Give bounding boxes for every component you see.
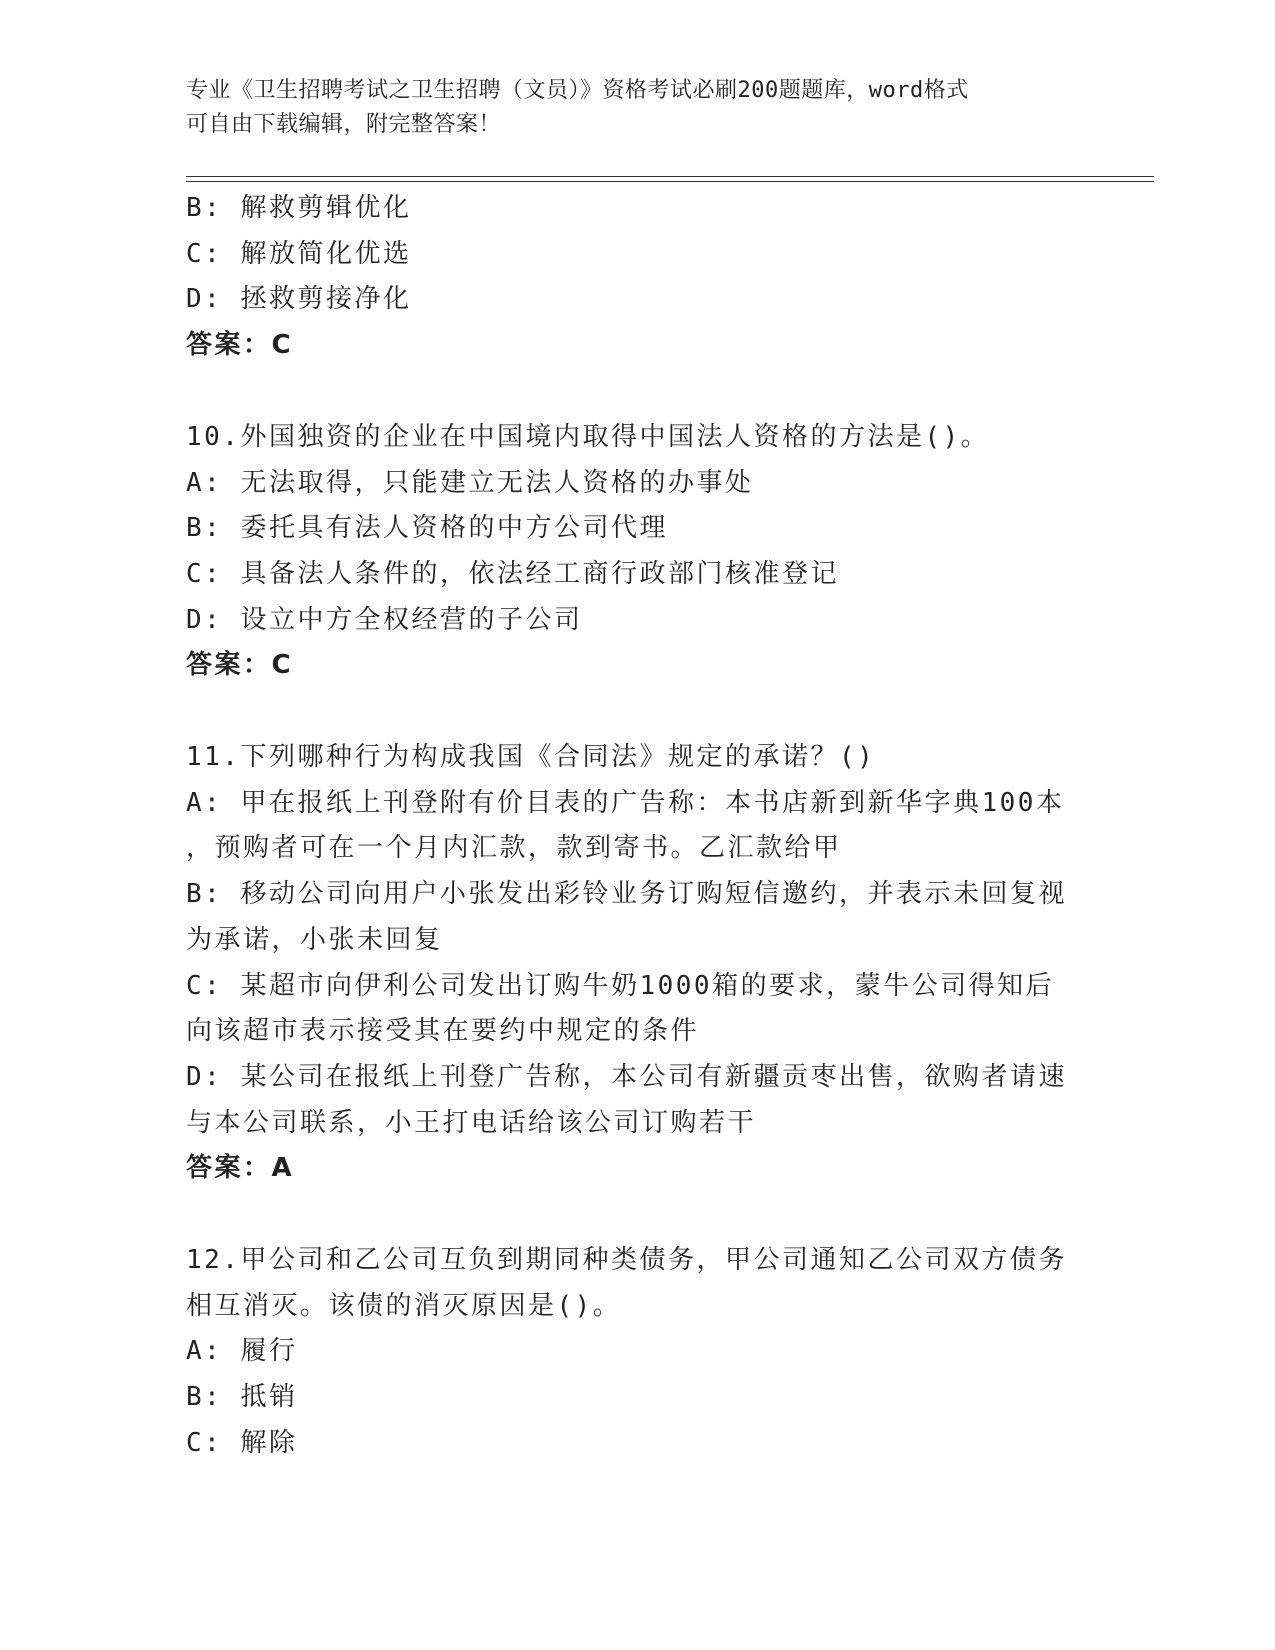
option-b: B: 委托具有法人资格的中方公司代理 <box>186 513 668 544</box>
question-12 <box>186 1238 1076 1467</box>
header-line-1: 专业《卫生招聘考试之卫生招聘（文员）》资格考试必刷200题题库，word格式 <box>186 78 969 103</box>
option-b: B: 解救剪辑优化 <box>186 193 412 223</box>
question-10 <box>186 415 1076 689</box>
document-body <box>186 186 1076 1467</box>
option-c: C: 具备法人条件的，依法经工商行政部门核准登记 <box>186 558 839 589</box>
option-a-line-2: ，预购者可在一个月内汇款，款到寄书。乙汇款给甲 <box>186 833 842 864</box>
answer: 答案：A <box>186 1153 295 1184</box>
option-b-line-1: B: 移动公司向用户小张发出彩铃业务订购短信邀约，并表示未回复视 <box>186 879 1067 910</box>
option-d: D: 拯救剪接净化 <box>186 284 412 315</box>
question-stem <box>186 1238 1076 1329</box>
option-b-line-2: 为承诺，小张未回复 <box>186 924 443 955</box>
option-d <box>186 1055 1076 1146</box>
option-c <box>186 964 1076 1055</box>
question-11 <box>186 735 1076 1192</box>
option-c-line-1: C: 某超市向伊利公司发出订购牛奶1000箱的要求，蒙牛公司得知后 <box>186 970 1055 1001</box>
answer: 答案：C <box>186 330 294 361</box>
option-b: B: 抵销 <box>186 1382 298 1413</box>
question-stem: 11.下列哪种行为构成我国《合同法》规定的承诺？() <box>186 742 876 773</box>
option-a-line-1: A: 甲在报纸上刊登附有价目表的广告称：本书店新到新华字典100本 <box>186 787 1065 818</box>
option-b <box>186 872 1076 963</box>
question-stem-line-1: 12.甲公司和乙公司互负到期同种类债务，甲公司通知乙公司双方债务 <box>186 1245 1067 1276</box>
question-stem: 10.外国独资的企业在中国境内取得中国法人资格的方法是()。 <box>186 421 990 452</box>
option-a: A: 履行 <box>186 1336 298 1367</box>
answer: 答案：C <box>186 650 294 681</box>
header-rule-top <box>186 176 1154 177</box>
option-a: A: 无法取得，只能建立无法人资格的办事处 <box>186 467 754 498</box>
option-d-line-1: D: 某公司在报纸上刊登广告称，本公司有新疆贡枣出售，欲购者请速 <box>186 1061 1067 1092</box>
header-rule-bottom <box>186 181 1154 182</box>
option-c-line-2: 向该超市表示接受其在要约中规定的条件 <box>186 1016 700 1047</box>
question-9-tail <box>186 186 1076 369</box>
option-d-line-2: 与本公司联系，小王打电话给该公司订购若干 <box>186 1107 757 1138</box>
document-header <box>186 74 1066 142</box>
option-c: C: 解除 <box>186 1427 298 1458</box>
option-d: D: 设立中方全权经营的子公司 <box>186 604 583 635</box>
option-a <box>186 781 1076 872</box>
question-stem-line-2: 相互消灭。该债的消灭原因是()。 <box>186 1290 622 1321</box>
option-c: C: 解放简化优选 <box>186 238 412 269</box>
header-line-2: 可自由下载编辑，附完整答案！ <box>186 112 502 137</box>
